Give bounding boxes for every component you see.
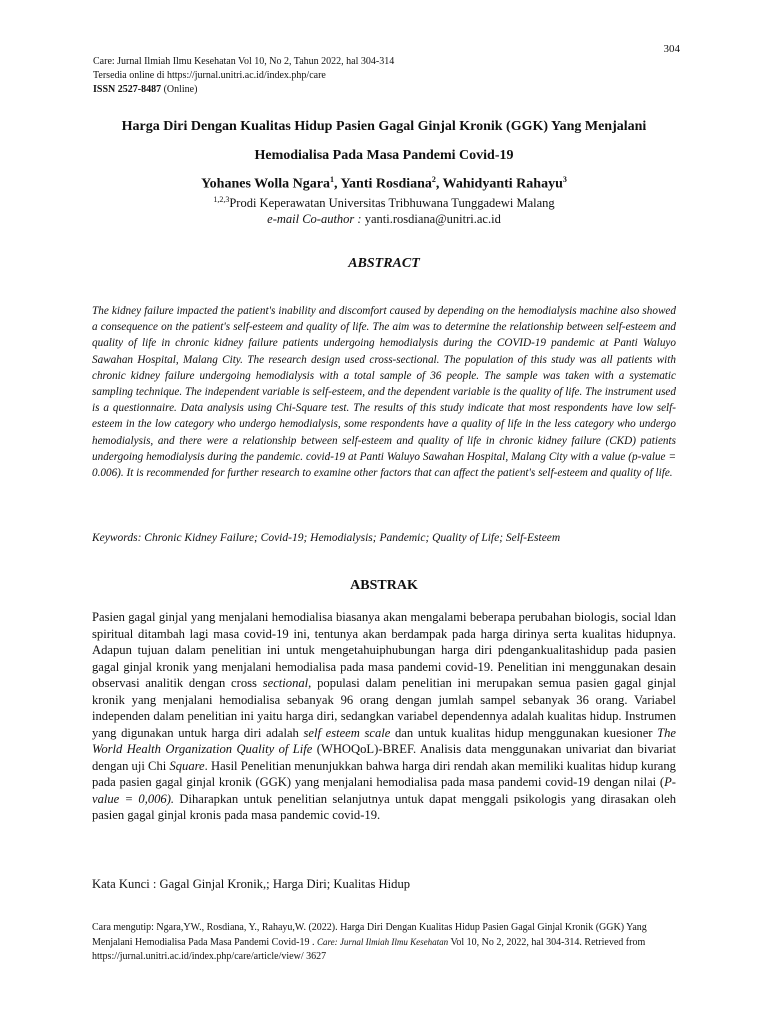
- abstrak-text: [92, 609, 676, 824]
- abstrak-part: Diharapkan untuk penelitian selanjutnya untuk dapat menggali psikologis yang dirasakan oleh pasien gagal ginjal kronis pada masa pandemic covid-19.: [92, 791, 676, 822]
- email-line: [92, 211, 676, 227]
- journal-citation-line: Care: Jurnal Ilmiah Ilmu Kesehatan Vol 10, No 2, Tahun 2022, hal 304-314: [93, 56, 395, 67]
- page-number: 304: [663, 43, 680, 55]
- author-3: Wahidyanti Rahayu: [442, 176, 563, 192]
- abstrak-part: , populasi dalam penelitian ini merupakan semua pasien gagal ginjal kronik yang menjalani hemodialisa sebanyak 96 orang dengan jumlah sampel sebanyak 36 orang. Variabel independen dalam penelitian ini yaitu harga diri, sedangkan variabel dependennya adalah kualitas hidup. Instrumen yang digunakan untuk harga diri adalah: [92, 676, 676, 740]
- author-separator: ,: [435, 176, 443, 192]
- abstrak-part: (WHOQoL)-BREF. Analisis data menggunakan univariat dan bivariat dengan uji Chi: [92, 742, 677, 773]
- journal-header: [93, 55, 394, 97]
- title-line-1: Harga Diri Dengan Kualitas Hidup Pasien Gagal Ginjal Kronik (GGK) Yang Menjalani: [121, 119, 647, 134]
- abstrak-italic: P-value = 0,006).: [92, 775, 676, 806]
- abstrak-heading: ABSTRAK: [350, 578, 418, 593]
- citation-text: Cara mengutip: Ngara,YW., Rosdiana, Y., Rahayu,W. (2022). Harga Diri Dengan Kualitas Hidup Pasien Gagal Ginjal Kronik (GGK) Yang Menjalani Hemodialisa Pada Masa Pandemi Covid-19 .: [92, 922, 647, 948]
- affiliation: [92, 192, 676, 227]
- paper-title: [92, 112, 676, 170]
- abstrak-italic: The World Health Organization Quality of Life: [92, 725, 676, 756]
- issn-suffix: (Online): [161, 84, 198, 95]
- abstrak-italic: Square: [169, 758, 205, 773]
- author-2-affil: 2: [431, 175, 436, 184]
- abstrak-italic: self esteem scale: [303, 725, 391, 740]
- title-line-2: Hemodialisa Pada Masa Pandemi Covid-19: [254, 148, 514, 163]
- abstrak-part: dan untuk kualitas hidup menggunakan kuesioner: [390, 725, 658, 740]
- author-1-affil: 1: [330, 175, 334, 184]
- affiliation-sup: 1,2,3: [213, 195, 230, 204]
- email-address[interactable]: yanti.rosdiana@unitri.ac.id: [364, 212, 501, 227]
- affiliation-line: [92, 192, 676, 211]
- abstract-keywords: Keywords: Chronic Kidney Failure; Covid-19; Hemodialysis; Pandemic; Quality of Life; Self-Esteem: [92, 532, 561, 544]
- abstrak-part: Pasien gagal ginjal yang menjalani hemodialisa biasanya akan mengalami beberapa perubahan biologis, social ldan spiritual ditambah lagi masa covid-19 ini, tentunya akan berdampak pada harga dirinya serta kualitas hidupnya. Adapun tujuan dalam penelitian ini untuk mengetahuiphubungan harga diri pdengankualitashidup pada pasien gagal ginjal kronik yang menjalani hemodialisa pada masa pandemi covid-19. Penelitian ini menggunakan desain observasi analitik dengan cross: [92, 610, 676, 690]
- journal-url-line: Tersedia online di https://jurnal.unitri.ac.id/index.php/care: [93, 70, 326, 81]
- issn-label: ISSN 2527-8487: [93, 84, 162, 95]
- kata-kunci: Kata Kunci : Gagal Ginjal Kronik,; Harga Diri; Kualitas Hidup: [92, 877, 411, 891]
- citation-journal: Care: Jurnal Ilmiah Ilmu Kesehatan: [316, 937, 449, 947]
- author-1: Yohanes Wolla Ngara: [201, 176, 330, 192]
- affiliation-text: Prodi Keperawatan Universitas Tribhuwana Tunggadewi Malang: [229, 196, 555, 211]
- author-2: Yanti Rosdiana: [340, 176, 432, 192]
- email-label: e-mail Co-author :: [267, 212, 365, 227]
- abstract-text: The kidney failure impacted the patient's inability and discomfort caused by depending on the hemodialysis machine also showed a consequence on the patient's self-esteem and quality of life. The aim was to determine the relationship between self-esteem and quality of life in chronic kidney failure patients undergoing hemodialysis during the COVID-19 pandemic at Panti Waluyo Sawahan Hospital, Malang City. The research design used cross-sectional. The population of this study was all patients with chronic kidney failure undergoing hemodialysis with a total sample of 36 people. The sample was taken with a systematic sampling technique. The independent variable is self-esteem, and the dependent variable is the quality of life. The instrument used is a questionnaire. Data analysis using Chi-Square test. The results of this study indicate that most respondents have low self-esteem in the low category who undergo hemodialysis, some respondents have a quality of life in the less category who undergo hemodialysis, and there were a relationship between self-esteem and quality of life in chronic kidney failure (CKD) patients undergoing hemodialysis during the pandemic. covid-19 at Panti Waluyo Sawahan Hospital, Malang City with a value (p-value = 0.006). It is recommended for further research to examine other factors that can affect the patient's self-esteem and quality of life.: [92, 305, 676, 480]
- issn-line: [93, 83, 394, 97]
- citation-note: [92, 921, 676, 964]
- author-list: [92, 175, 676, 193]
- abstrak-italic: sectional: [262, 676, 309, 690]
- author-separator: ,: [334, 176, 341, 192]
- abstrak-part: . Hasil Penelitian menunjukkan bahwa harga diri rendah akan memiliki kualitas hidup kurang pada pasien gagal ginjal kronik (GGK) yang menjalani hemodialisa pada masa pandemi covid-19 dengan nilai (: [92, 758, 676, 789]
- author-3-affil: 3: [562, 175, 567, 184]
- citation-text-end: Vol 10, No 2, 2022, hal 304-314. Retrieved from https://jurnal.unitri.ac.id/index.php/care/article/view/ 3627: [92, 937, 646, 962]
- abstract-heading: ABSTRACT: [348, 256, 420, 271]
